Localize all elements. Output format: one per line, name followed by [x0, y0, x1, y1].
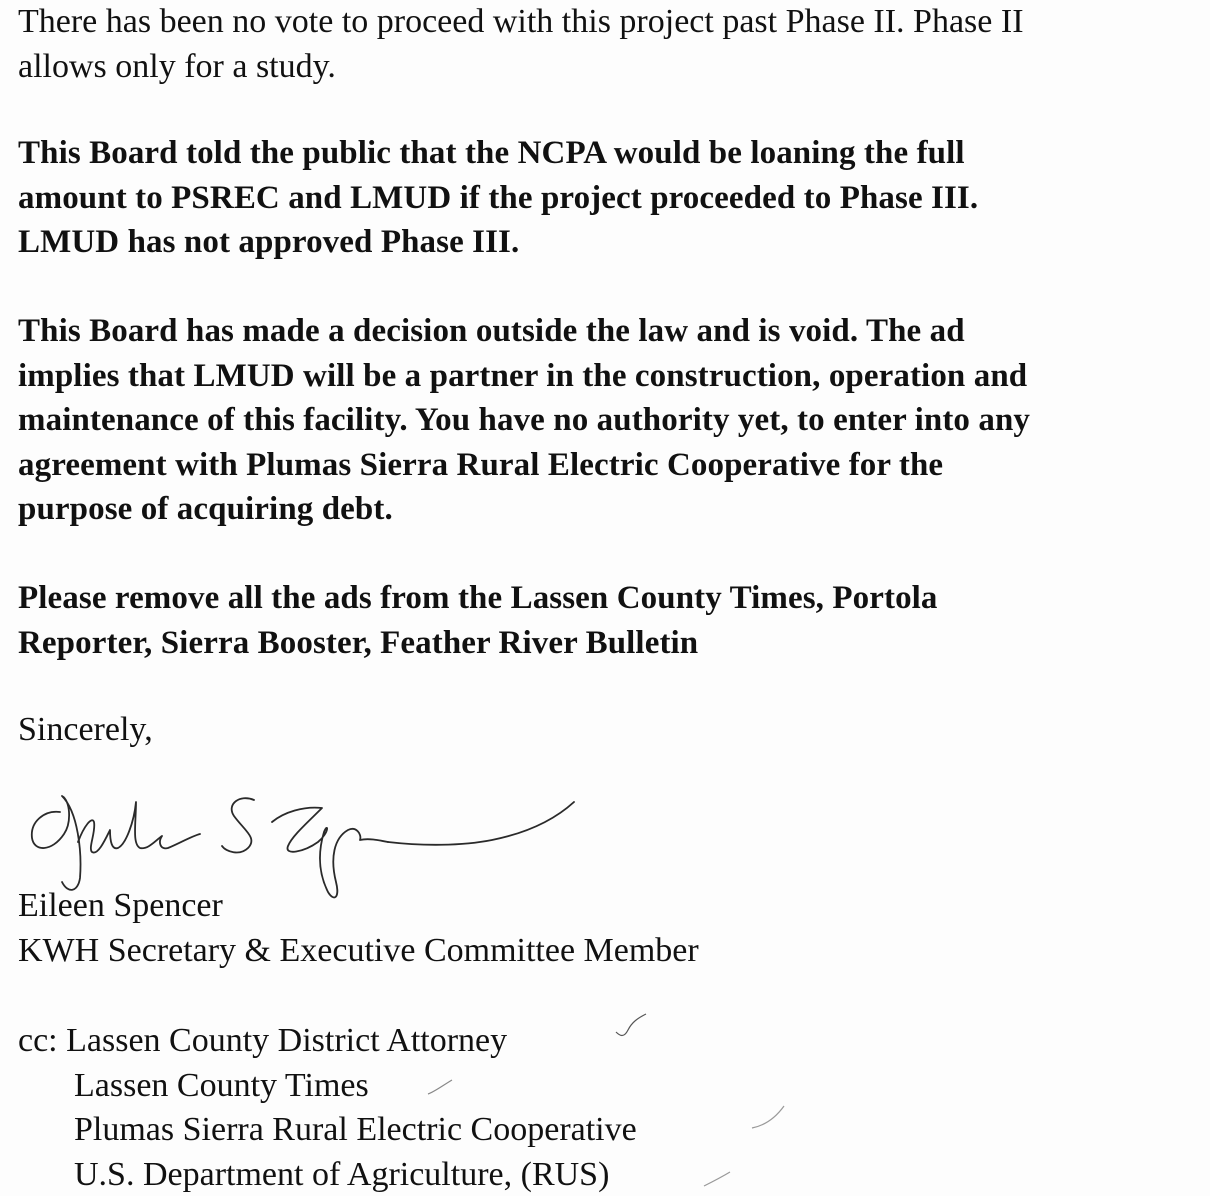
text-line: Please remove all the ads from the Lassen County Times, Portola	[18, 580, 938, 616]
signature-block	[18, 884, 699, 973]
cc-recipient: Plumas Sierra Rural Electric Cooperative	[74, 1111, 637, 1148]
cc-label: cc:	[18, 1022, 58, 1059]
closing-text: Sincerely,	[18, 711, 153, 748]
text-line: This Board has made a decision outside the law and is void. The ad	[18, 313, 965, 349]
check-mark-icon	[698, 1160, 738, 1190]
cc-recipient: U.S. Department of Agriculture, (RUS)	[74, 1155, 610, 1193]
paragraph-remove-ads	[18, 576, 938, 665]
cc-recipient: Lassen County District Attorney	[66, 1022, 508, 1059]
paragraph-phase-vote	[18, 0, 1024, 89]
cc-item	[18, 1108, 637, 1153]
text-line: purpose of acquiring debt.	[18, 491, 393, 527]
closing-salutation	[18, 708, 153, 753]
cc-list	[18, 1019, 637, 1196]
text-line: Reporter, Sierra Booster, Feather River Bulletin	[18, 624, 699, 661]
text-line: implies that LMUD will be a partner in the construction, operation and	[18, 357, 1028, 394]
text-line: amount to PSREC and LMUD if the project proceeded to Phase III.	[18, 179, 979, 216]
text-line: allows only for a study.	[18, 47, 336, 85]
paragraph-board-decision	[18, 309, 1030, 532]
paragraph-ncpa-loan	[18, 131, 978, 265]
text-line: This Board told the public that the NCPA would be loaning the full	[18, 135, 965, 171]
check-mark-icon	[748, 1102, 788, 1132]
cc-item	[18, 1064, 637, 1109]
cc-item	[18, 1019, 637, 1064]
text-line: LMUD has not approved Phase III.	[18, 224, 520, 260]
cc-item	[18, 1153, 637, 1196]
signer-name: Eileen Spencer	[18, 887, 223, 924]
cc-recipient: Lassen County Times	[74, 1066, 369, 1104]
text-line: agreement with Plumas Sierra Rural Electric Cooperative for the	[18, 446, 944, 483]
check-mark-icon	[422, 1072, 462, 1102]
text-line: There has been no vote to proceed with this project past Phase II. Phase II	[18, 3, 1024, 40]
signer-title: KWH Secretary & Executive Committee Member	[18, 931, 699, 969]
check-mark-icon	[612, 1012, 652, 1042]
text-line: maintenance of this facility. You have no authority yet, to enter into any	[18, 402, 1031, 438]
